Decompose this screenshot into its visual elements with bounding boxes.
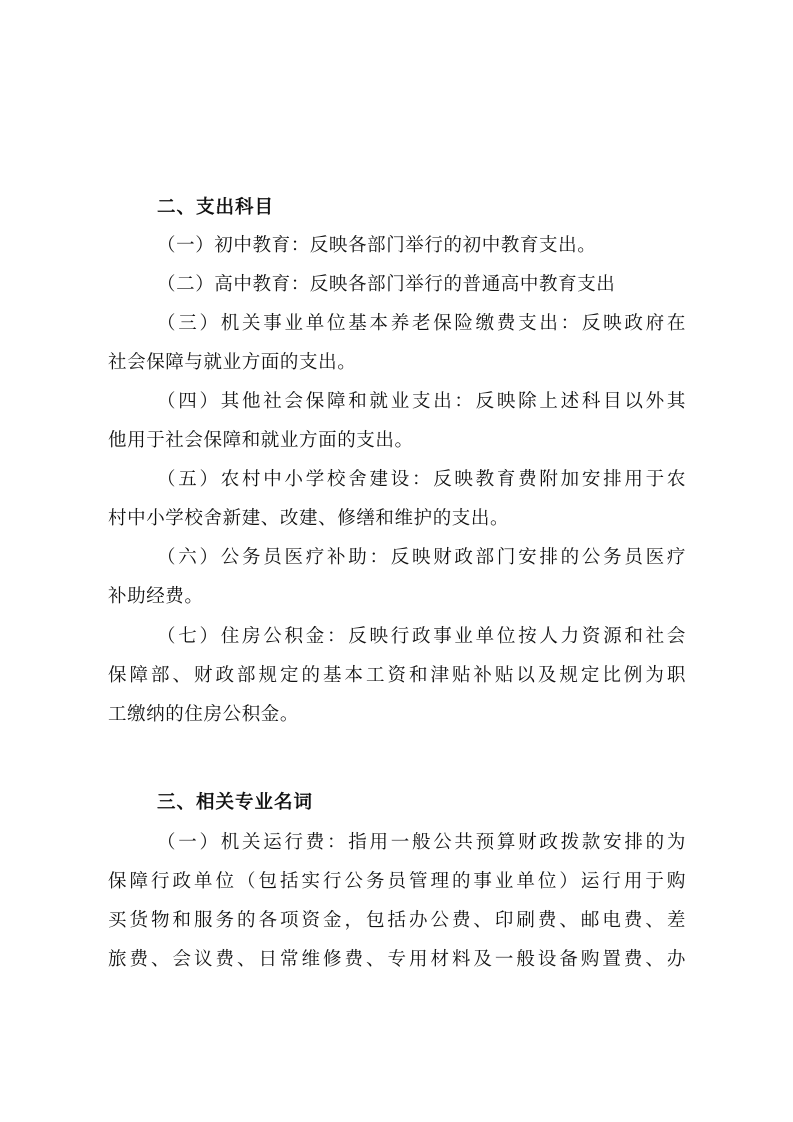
paragraph-line: （一）机关运行费：指用一般公共预算财政拨款安排的为 [157, 832, 686, 853]
paragraph-line: 村中小学校舍新建、改建、修缮和维护的支出。 [108, 508, 510, 529]
paragraph-line: （四）其他社会保障和就业支出：反映除上述科目以外其 [157, 391, 686, 412]
paragraph-line: 补助经费。 [108, 586, 204, 607]
paragraph-line: （三）机关事业单位基本养老保险缴费支出：反映政府在 [157, 313, 686, 334]
section-3-heading: 三、相关专业名词 [157, 792, 314, 813]
paragraph-line: 社会保障与就业方面的支出。 [108, 352, 357, 373]
paragraph-line: （五）农村中小学校舍建设：反映教育费附加安排用于农 [157, 469, 686, 490]
paragraph-line: （二）高中教育：反映各部门举行的普通高中教育支出 [157, 274, 616, 295]
paragraph-line: 旅费、会议费、日常维修费、专用材料及一般设备购置费、办 [108, 949, 686, 970]
paragraph-line: 他用于社会保障和就业方面的支出。 [108, 430, 414, 451]
paragraph-line: （七）住房公积金：反映行政事业单位按人力资源和社会 [157, 626, 686, 647]
paragraph-line: 买货物和服务的各项资金，包括办公费、印刷费、邮电费、差 [108, 910, 686, 931]
section-2-heading: 二、支出科目 [157, 197, 275, 218]
paragraph-line: 保障部、财政部规定的基本工资和津贴补贴以及规定比例为职 [108, 665, 686, 686]
paragraph-line: （六）公务员医疗补助：反映财政部门安排的公务员医疗 [157, 547, 686, 568]
paragraph-line: （一）初中教育：反映各部门举行的初中教育支出。 [157, 235, 597, 256]
paragraph-line: 工缴纳的住房公积金。 [108, 704, 300, 725]
paragraph-line: 保障行政单位（包括实行公务员管理的事业单位）运行用于购 [108, 871, 686, 892]
